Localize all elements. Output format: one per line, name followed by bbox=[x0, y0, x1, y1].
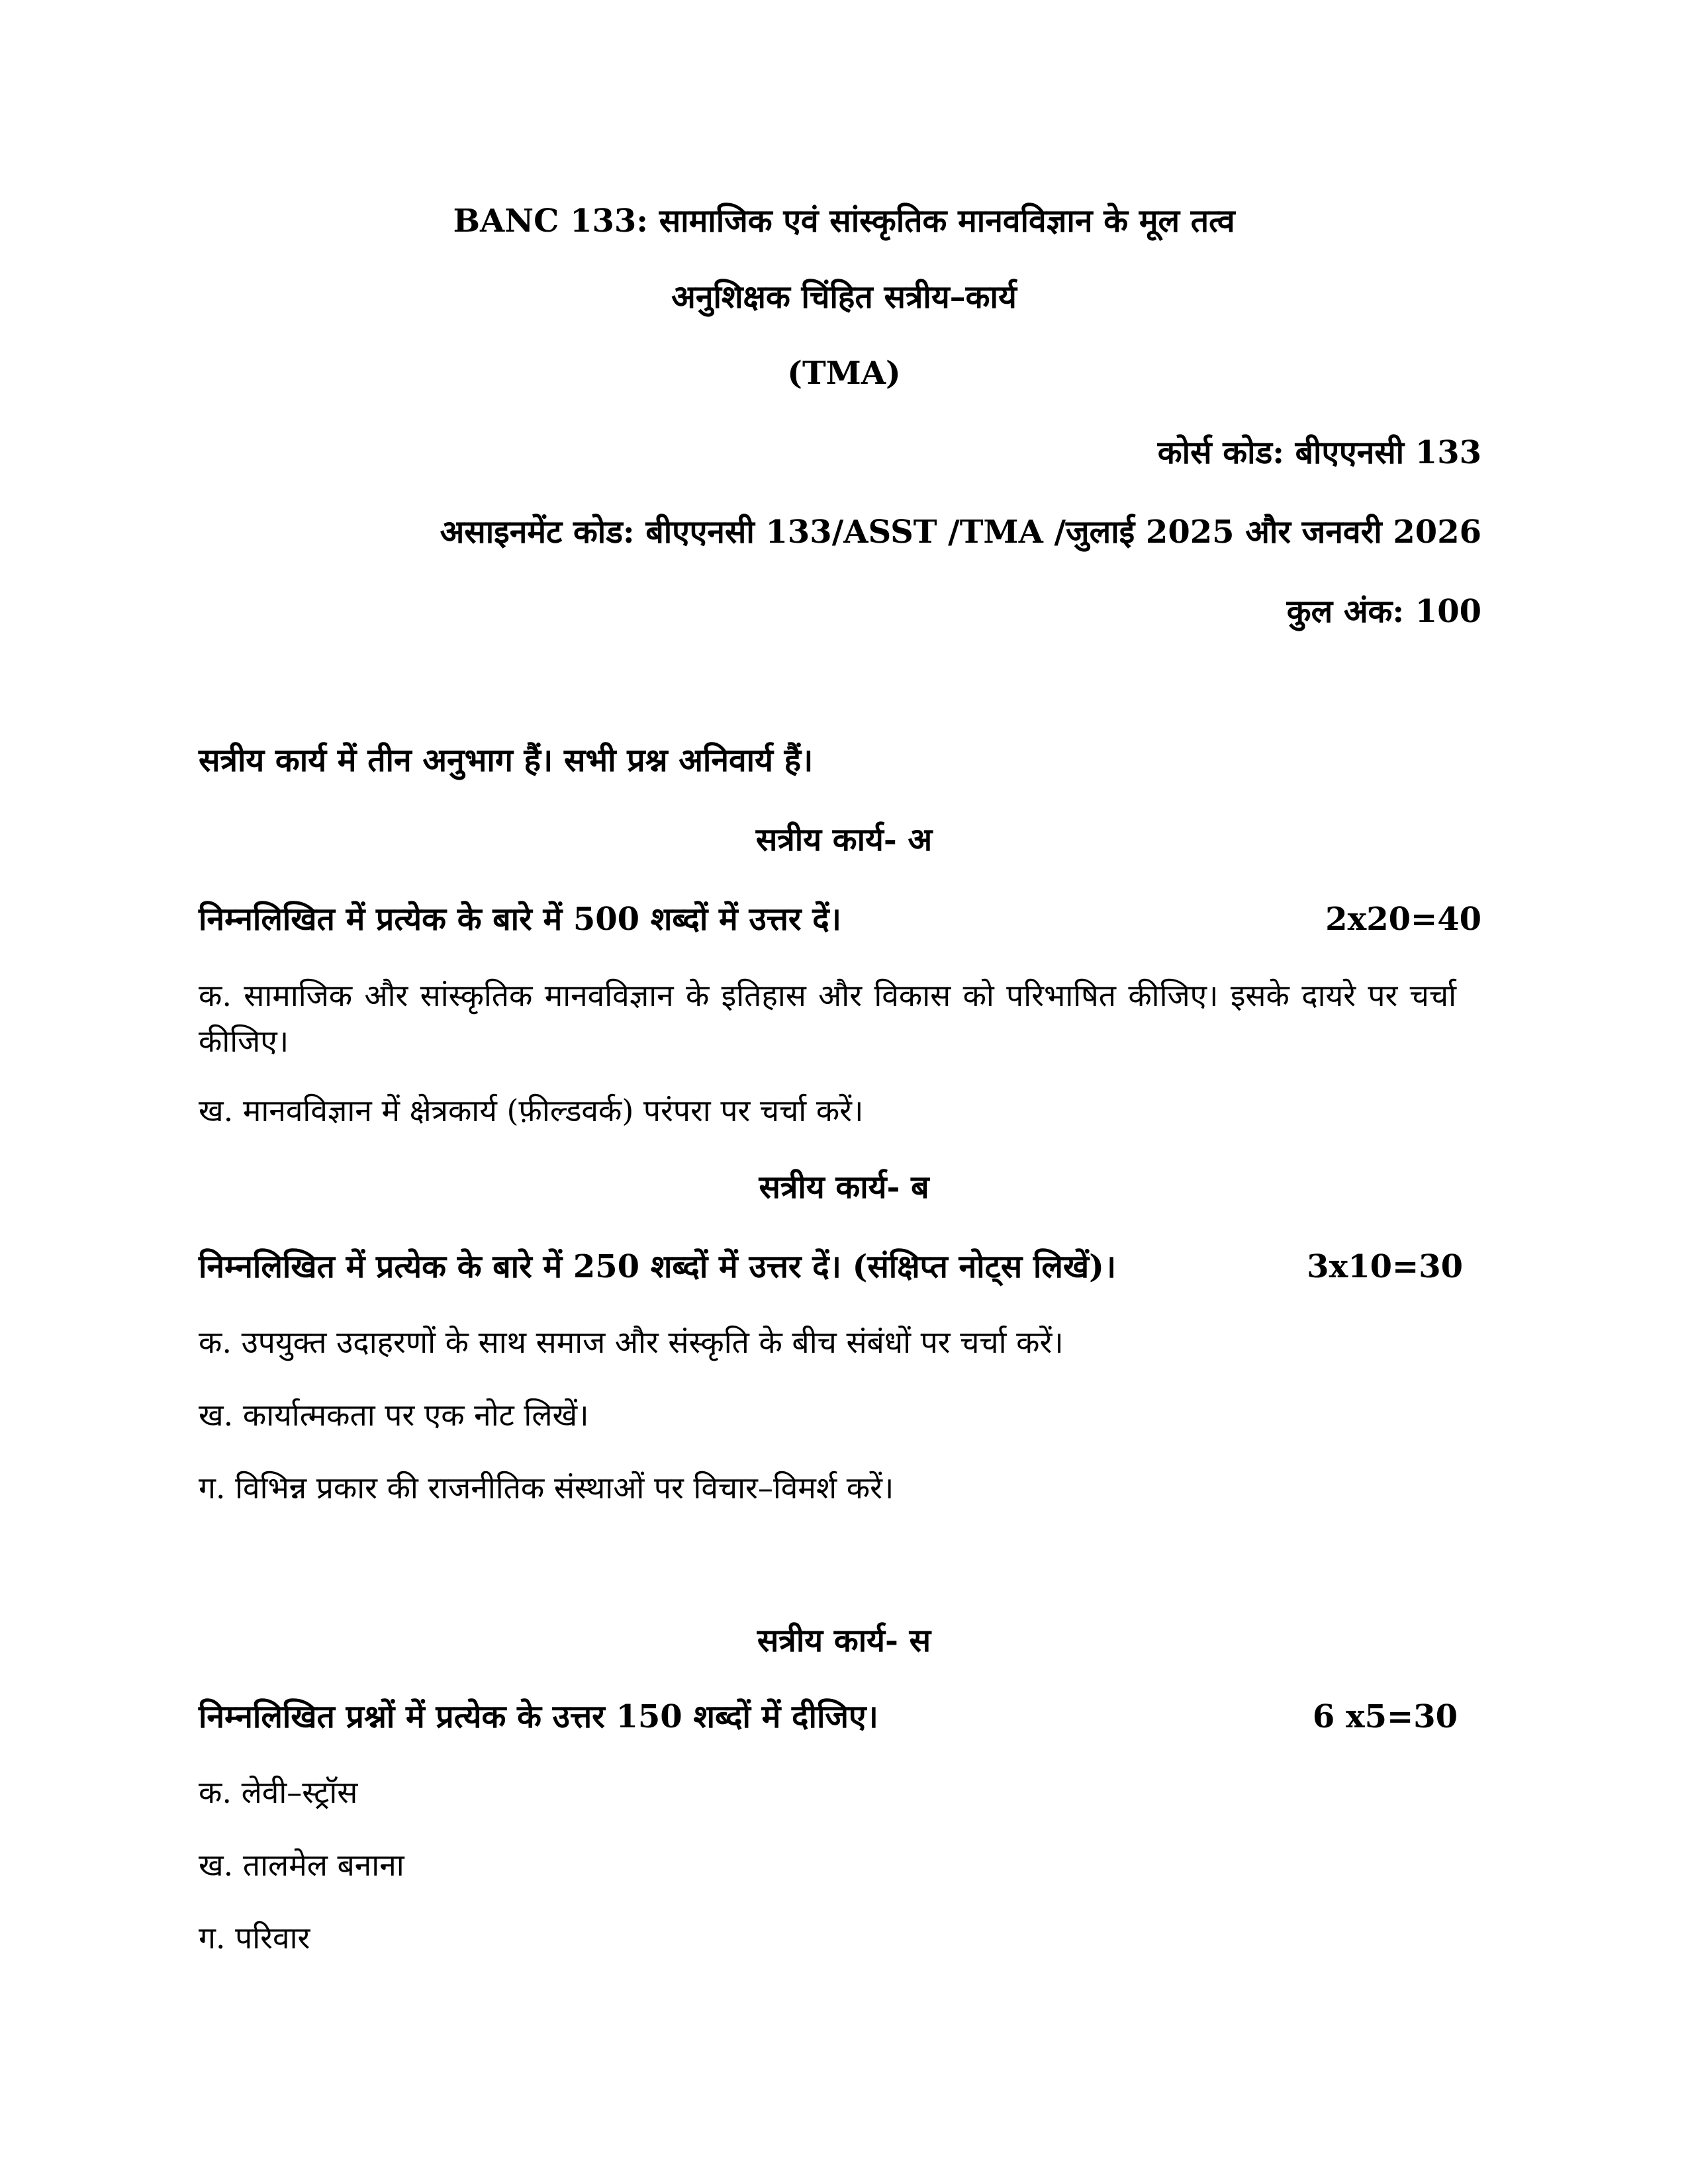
document-subtitle: अनुशिक्षक चिंहित सत्रीय–कार्य bbox=[671, 279, 1017, 316]
section-c-instruction: निम्नलिखित प्रश्नों में प्रत्येक के उत्तर 150 शब्दों में दीजिए। bbox=[199, 1698, 878, 1735]
section-b-instruction: निम्नलिखित में प्रत्येक के बारे में 250 शब्दों में उत्तर दें। (संक्षिप्त नोट्स लिखें)। bbox=[199, 1248, 1117, 1285]
course-code: कोर्स कोड: बीएएनसी 133 bbox=[1157, 434, 1481, 471]
section-c-question-2: ख. तालमेल बनाना bbox=[199, 1847, 404, 1883]
section-a-question-2: ख. मानवविज्ञान में क्षेत्रकार्य (फ़ील्डवर्क) परंपरा पर चर्चा करें। bbox=[199, 1093, 864, 1128]
section-b-marks: 3x10=30 bbox=[1307, 1248, 1463, 1285]
section-a-heading: सत्रीय कार्य- अ bbox=[755, 821, 933, 858]
section-b-question-3: ग. विभिन्न प्रकार की राजनीतिक संस्थाओं पर विचार–विमर्श करें। bbox=[199, 1470, 894, 1506]
section-a-question-1: क. सामाजिक और सांस्कृतिक मानवविज्ञान के इतिहास और विकास को परिभाषित कीजिए। इसके दायरे पर चर्चा कीजिए। bbox=[199, 978, 1456, 1059]
section-a-marks: 2x20=40 bbox=[1325, 901, 1481, 938]
assignment-code: असाइनमेंट कोड: बीएएनसी 133/ASST /TMA /जुलाई 2025 और जनवरी 2026 bbox=[440, 514, 1481, 551]
total-marks: कुल अंक: 100 bbox=[1286, 593, 1481, 630]
section-c-question-3: ग. परिवार bbox=[199, 1920, 310, 1956]
document-title: BANC 133: सामाजिक एवं सांस्कृतिक मानवविज्ञान के मूल तत्व bbox=[453, 203, 1235, 240]
section-c-question-1: क. लेवी–स्ट्रॉस bbox=[199, 1774, 358, 1810]
section-c-marks: 6 x5=30 bbox=[1312, 1698, 1458, 1735]
section-b-heading: सत्रीय कार्य- ब bbox=[759, 1169, 929, 1206]
section-c-heading: सत्रीय कार्य- स bbox=[757, 1622, 931, 1659]
section-a-instruction: निम्नलिखित में प्रत्येक के बारे में 500 शब्दों में उत्तर दें। bbox=[199, 901, 841, 938]
section-b-question-2: ख. कार्यात्मकता पर एक नोट लिखें। bbox=[199, 1397, 589, 1433]
section-b-question-1: क. उपयुक्त उदाहरणों के साथ समाज और संस्कृति के बीच संबंधों पर चर्चा करें। bbox=[199, 1324, 1064, 1360]
tma-label: (TMA) bbox=[787, 355, 901, 392]
intro-text: सत्रीय कार्य में तीन अनुभाग हैं। सभी प्रश्न अनिवार्य हैं। bbox=[199, 742, 814, 779]
